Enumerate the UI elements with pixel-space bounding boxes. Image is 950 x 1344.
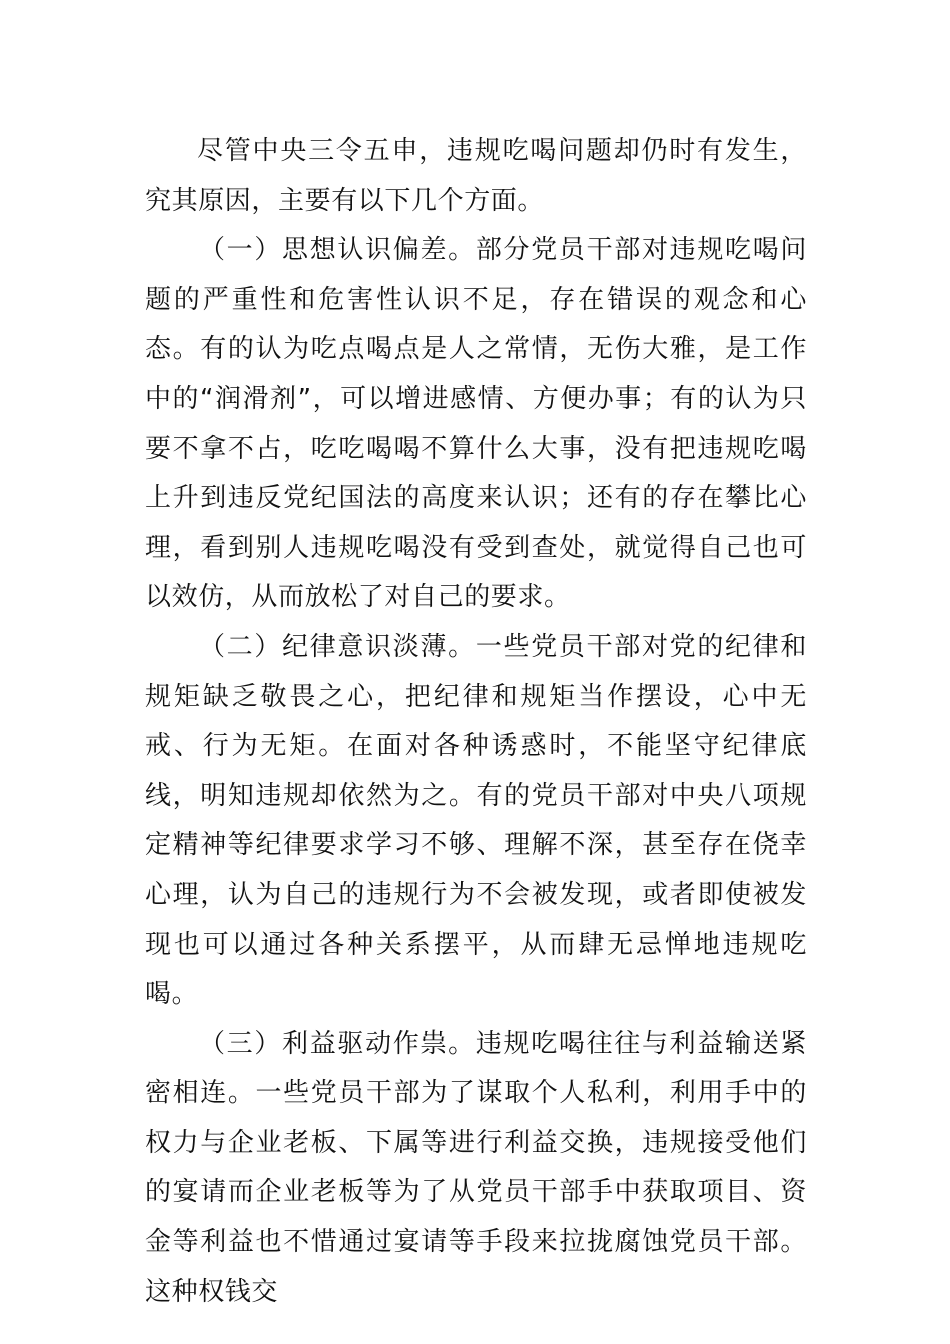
paragraph-weak-discipline: （二）纪律意识淡薄。一些党员干部对党的纪律和规矩缺乏敬畏之心，把纪律和规矩当作摆设，心中无戒、行为无矩。在面对各种诱惑时，不能坚守纪律底线，明知违规却依然为之。有的党员干部对中央八项规定精神等纪律要求学习不够、理解不深，甚至存在侥幸心理，认为自己的违规行为不会被发现，或者即使被发现也可以通过各种关系摆平，从而肆无忌惮地违规吃喝。 [145,631,807,1010]
document-body [145,127,807,1317]
paragraph-ideological-deviation: （一）思想认识偏差。部分党员干部对违规吃喝问题的严重性和危害性认识不足，存在错误的观念和心态。有的认为吃点喝点是人之常情，无伤大雅，是工作中的“润滑剂”，可以增进感情、方便办事；有的认为只要不拿不占，吃吃喝喝不算什么大事，没有把违规吃喝上升到违反党纪国法的高度来认识；还有的存在攀比心理，看到别人违规吃喝没有受到查处，就觉得自己也可以效仿，从而放松了对自己的要求。 [145,235,807,613]
paragraph-interest-driven: （三）利益驱动作祟。违规吃喝往往与利益输送紧密相连。一些党员干部为了谋取个人私利，利用手中的权力与企业老板、下属等进行利益交换，违规接受他们的宴请而企业老板等为了从党员干部手中获取项目、资金等利益也不惜通过宴请等手段来拉拢腐蚀党员干部。这种权钱交 [145,1028,807,1307]
paragraph-intro: 尽管中央三令五申，违规吃喝问题却仍时有发生，究其原因，主要有以下几个方面。 [145,136,807,216]
